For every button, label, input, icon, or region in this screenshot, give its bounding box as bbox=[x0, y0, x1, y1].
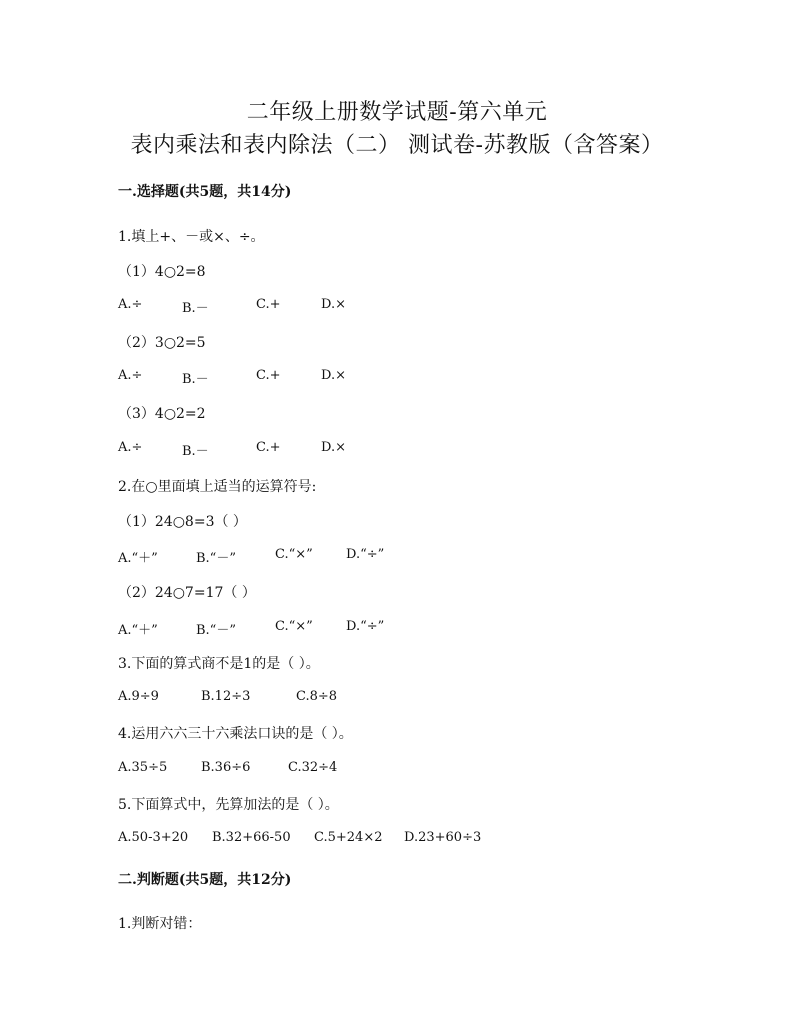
option-a: A.“＋” bbox=[118, 623, 158, 638]
option-d: D.× bbox=[321, 297, 346, 312]
question-5-stem: 5.下面算式中，先算加法的是（ ）。 bbox=[118, 797, 339, 813]
option-a: A.50-3+20 bbox=[118, 830, 189, 845]
option-c: C.32÷4 bbox=[288, 760, 338, 775]
option-c: C.8÷8 bbox=[296, 689, 338, 704]
question-1-sub-2: （2）3○2=5 bbox=[118, 335, 206, 351]
option-a: A.÷ bbox=[118, 440, 143, 455]
option-c: C.+ bbox=[256, 297, 281, 312]
question-3-stem: 3.下面的算式商不是1的是（ ）。 bbox=[118, 656, 320, 672]
question-4-stem: 4.运用六六三十六乘法口诀的是（ ）。 bbox=[118, 726, 353, 742]
option-b: B.32+66-50 bbox=[212, 830, 291, 845]
option-b: B.“－” bbox=[196, 623, 236, 638]
option-d: D.“÷” bbox=[346, 547, 385, 562]
option-b: B.－ bbox=[182, 372, 209, 387]
option-b: B.12÷3 bbox=[201, 689, 251, 704]
option-b: B.36÷6 bbox=[201, 760, 251, 775]
option-c: C.“×” bbox=[275, 547, 313, 562]
option-a: A.35÷5 bbox=[118, 760, 168, 775]
option-a: A.÷ bbox=[118, 368, 143, 383]
title-line-1: 二年级上册数学试题-第六单元 bbox=[246, 100, 548, 125]
judgement-1-stem: 1.判断对错： bbox=[118, 916, 202, 932]
option-b: B.“－” bbox=[196, 551, 236, 566]
option-a: A.9÷9 bbox=[118, 689, 159, 704]
option-d: D.23+60÷3 bbox=[404, 830, 482, 845]
section-heading-choice: 一.选择题(共5题，共14分) bbox=[118, 184, 292, 200]
option-d: D.× bbox=[321, 440, 346, 455]
question-2-stem: 2.在○里面填上适当的运算符号: bbox=[118, 479, 317, 495]
title-line-2: 表内乘法和表内除法（二） 测试卷-苏教版（含答案） bbox=[130, 133, 664, 158]
option-c: C.5+24×2 bbox=[314, 830, 383, 845]
question-2-sub-1: （1）24○8=3（ ） bbox=[118, 514, 247, 530]
question-1-sub-3: （3）4○2=2 bbox=[118, 406, 206, 422]
option-d: D.“÷” bbox=[346, 619, 385, 634]
option-c: C.+ bbox=[256, 440, 281, 455]
option-c: C.+ bbox=[256, 368, 281, 383]
option-a: A.÷ bbox=[118, 297, 143, 312]
question-1-sub-1: （1）4○2=8 bbox=[118, 264, 206, 280]
question-1-stem: 1.填上+、－或×、÷。 bbox=[118, 229, 265, 245]
option-b: B.－ bbox=[182, 444, 209, 459]
question-2-sub-2: （2）24○7=17（ ） bbox=[118, 585, 256, 601]
option-a: A.“＋” bbox=[118, 551, 158, 566]
section-heading-judgement: 二.判断题(共5题，共12分) bbox=[118, 872, 292, 888]
option-d: D.× bbox=[321, 368, 346, 383]
option-c: C.“×” bbox=[275, 619, 313, 634]
option-b: B.－ bbox=[182, 301, 209, 316]
